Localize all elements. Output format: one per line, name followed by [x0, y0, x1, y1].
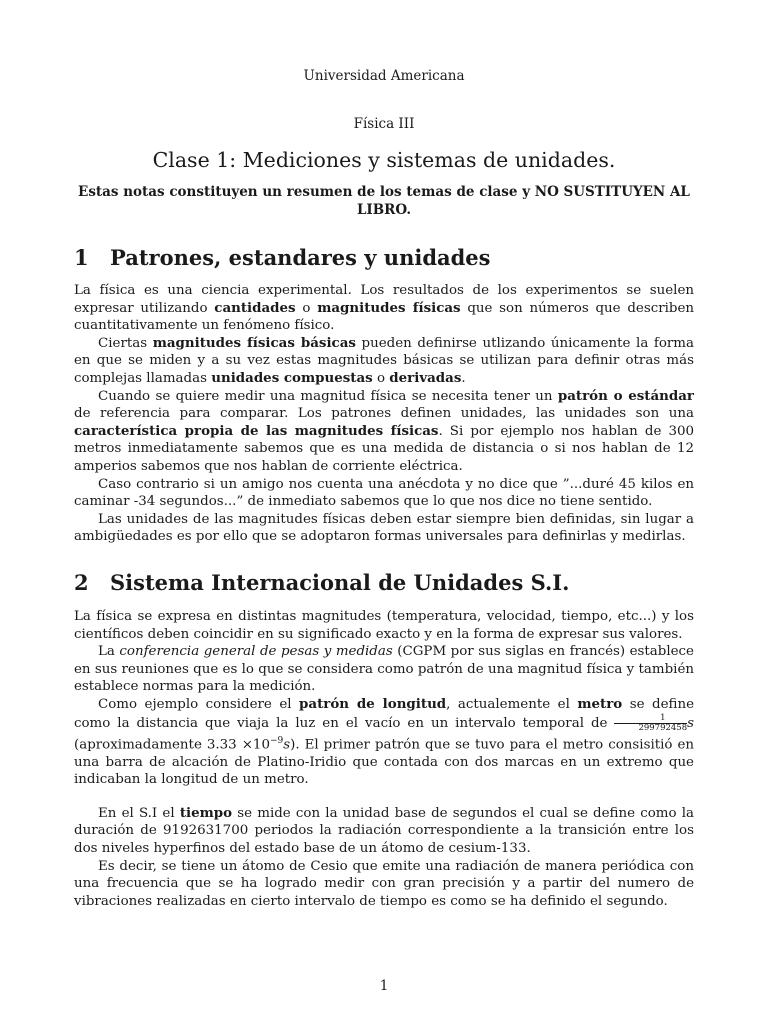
- text-run: ). El primer patrón que se tuvo para el metro consisitió en una barra de alcación de Platino-Iridio que contada con dos marcas en un extremo que indicaban la longitud de un metro.: [74, 737, 695, 788]
- bold-term: tiempo: [179, 804, 233, 821]
- section-1-body: [74, 282, 694, 546]
- paragraph: Las unidades de las magnitudes físicas deben estar siempre bien definidas, sin lugar a ambigüedades es por ello que se adoptaron formas universales para definirlas y medirlas.: [74, 511, 694, 545]
- text-run: o: [295, 300, 318, 316]
- section-2-title: Sistema Internacional de Unidades S.I.: [110, 570, 570, 595]
- text-run: pueden definirse utlizando únicamente la forma en que se miden y a su vez estas magnitudes básicas se utilizan para definir otras más complejas llamadas: [74, 335, 694, 386]
- section-1-number: 1: [74, 245, 89, 270]
- text-run: se mide con la unidad base de segundos el cual se define como la duración de 9192631700 periodos la radiación correspondiente a la transición entre los dos niveles hyperfinos del estado base de un átomo de cesium-133.: [74, 805, 694, 856]
- paragraph: [74, 696, 694, 789]
- fraction-denominator: 299792458: [638, 722, 688, 733]
- university-name: Universidad Americana: [303, 68, 465, 84]
- paragraph: [74, 335, 694, 388]
- fraction: [614, 714, 687, 733]
- bold-term: patrón o estándar: [557, 387, 694, 404]
- paragraph: [74, 643, 694, 696]
- bold-term: patrón de longitud: [299, 695, 447, 712]
- disclaimer-note: Estas notas constituyen un resumen de los temas de clase y NO SUSTITUYEN AL LIBRO.: [78, 184, 690, 218]
- text-run: Cuando se quiere medir una magnitud física se necesita tener un: [98, 388, 558, 404]
- paragraph: [74, 805, 694, 858]
- bold-term: cantidades: [214, 299, 296, 316]
- text-run: se define como la distancia que viaja la luz en el vacío en un intervalo temporal de: [74, 696, 694, 731]
- paragraph: [74, 282, 694, 335]
- section-1-heading: [74, 245, 694, 270]
- italic-term: conferencia general de pesas y medidas: [119, 644, 393, 660]
- text-run: (aproximadamente 3.33 ×10: [74, 737, 270, 753]
- text-run: Ciertas: [98, 335, 153, 351]
- document-title: Clase 1: Mediciones y sistemas de unidades.: [152, 148, 616, 172]
- text-run: La física es una ciencia experimental. Los resultados de los experimentos se suelen expresar utilizando: [74, 283, 694, 316]
- bold-term: magnitudes físicas: [317, 299, 461, 316]
- section-2-heading: [74, 570, 694, 595]
- text-run: La: [98, 644, 120, 660]
- text-run: (CGPM por sus siglas en francés) establece en sus reuniones que es lo que se considera como patrón de una magnitud física y también establece normas para la medición.: [74, 644, 694, 695]
- text-run: que son números que describen cuantitativamente un fenómeno físico.: [74, 300, 694, 334]
- text-run: En el S.I el: [98, 805, 180, 821]
- unit-symbol: s: [687, 715, 694, 731]
- bold-term: derivadas: [389, 369, 462, 386]
- bold-term: unidades compuestas: [211, 369, 373, 386]
- paragraph: Caso contrario si un amigo nos cuenta una anécdota y no dice que ”...duré 45 kilos en caminar -34 segundos...” de inmediato sabemos que lo que nos dice no tiene sentido.: [74, 476, 694, 510]
- paragraph: [74, 388, 694, 476]
- paragraph: La física se expresa en distintas magnitudes (temperatura, velocidad, tiempo, etc...) y los científicos deben coincidir en su significado exacto y en la forma de expresar sus valores.: [74, 609, 694, 642]
- text-run: , actualemente el: [446, 696, 578, 712]
- bold-term: característica propia de las magnitudes físicas: [74, 422, 439, 439]
- section-2-number: 2: [74, 570, 89, 595]
- text-run: . Si por ejemplo nos hablan de 300 metros inmediatamente sabemos que es una medida de distancia o si nos hablan de 12 amperios sabemos que nos hablan de corriente eléctrica.: [74, 423, 695, 474]
- text-run: o: [372, 370, 390, 386]
- section-2-body: [74, 608, 694, 910]
- course-name: Física III: [353, 116, 415, 132]
- text-run: .: [461, 370, 466, 386]
- section-1-title: Patrones, estandares y unidades: [110, 245, 491, 270]
- text-run: de referencia para comparar. Los patrones definen unidades, las unidades son una: [74, 406, 694, 422]
- bold-term: metro: [577, 695, 623, 712]
- fraction-numerator: 1: [614, 714, 687, 724]
- exponent: −9: [269, 735, 284, 746]
- page-number: 1: [379, 978, 389, 994]
- paragraph: Es decir, se tiene un átomo de Cesio que emite una radiación de manera periódica con una frecuencia que se ha logrado medir con gran precisión y a partir del numero de vibraciones realizadas en cierto intervalo de tiempo es como se ha definido el segundo.: [74, 858, 694, 909]
- text-run: Como ejemplo considere el: [98, 696, 300, 712]
- unit-symbol: s: [283, 737, 291, 753]
- bold-term: magnitudes físicas básicas: [152, 334, 356, 351]
